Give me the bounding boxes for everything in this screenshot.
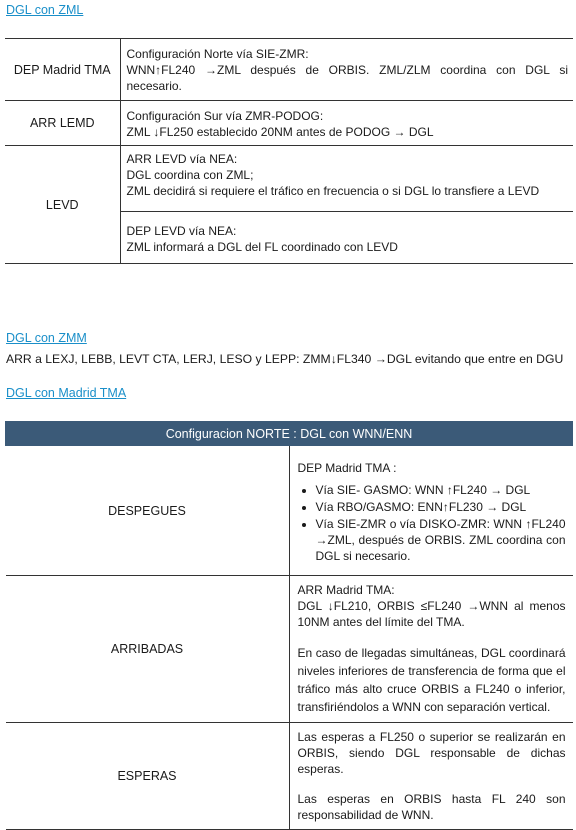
row-content	[120, 146, 573, 264]
list-item: • Vía SIE-ZMR o vía DISKO-ZMR: WNN ↑FL240 →ZML, después de ORBIS. ZML coordina con DGL si necesario.	[316, 516, 566, 564]
section-heading-zml[interactable]: DGL con ZML	[6, 3, 84, 17]
config-title: DEP LEVD vía NEA:	[126, 224, 237, 238]
label-rest: EP Madrid TMA	[22, 62, 111, 77]
row-content	[120, 39, 573, 101]
arrivals-text: DGL ↓FL210, ORBIS ≤FL240 →WNN al menos 10NM antes del límite del TMA.	[297, 599, 566, 629]
table-header-row	[6, 422, 573, 446]
table-row	[6, 723, 573, 830]
madrid-tma-table	[5, 421, 573, 830]
table-header: Configuracion NORTE : DGL con WNN/ENN	[6, 422, 573, 446]
arrivals-title: ARR Madrid TMA:	[297, 583, 395, 597]
section-heading-zmm[interactable]: DGL con ZMM	[6, 331, 87, 345]
config-text: ZML informará a DGL del FL coordinado con LEVD	[126, 240, 398, 254]
departures-intro: DEP Madrid TMA :	[297, 461, 397, 475]
config-text: ZML ↓FL250 establecido 20NM antes de PODOG → DGL	[126, 124, 434, 139]
config-text: ZML decidirá si requiere el tráfico en frecuencia o si DGL lo transfiere a LEVD	[126, 184, 540, 198]
arr-levd-box	[121, 146, 574, 211]
row-content	[120, 101, 573, 146]
arrivals-paragraph: En caso de llegadas simultáneas, DGL coordinará niveles inferiores de transferencia de forma que el tráfico más alto cruce ORBIS a FL240 o inferior, transfiriéndolos a WNN con separación vertical.	[297, 646, 566, 714]
label-initial: D	[13, 62, 23, 77]
row-label-esperas: ESPERAS	[6, 723, 290, 830]
config-text: WNN↑FL240 →ZML después de ORBIS. ZML/ZLM coordina con DGL si necesario.	[126, 63, 568, 93]
dep-levd-box	[121, 211, 574, 263]
table-row	[5, 39, 573, 101]
row-label-arr-lemd: ARR LEMD	[5, 101, 120, 146]
table-row	[6, 446, 573, 576]
config-title: ARR LEVD vía NEA:	[126, 152, 238, 166]
config-title: Configuración Sur vía ZMR-PODOG:	[126, 108, 324, 123]
departures-list	[298, 482, 566, 564]
config-title: Configuración Norte vía SIE-ZMR:	[126, 47, 309, 61]
row-content	[289, 576, 573, 723]
config-text: DGL coordina con ZML;	[126, 168, 254, 182]
list-item: • Vía SIE- GASMO: WNN ↑FL240 → DGL	[316, 482, 566, 498]
table-row	[5, 146, 573, 264]
spacer	[298, 630, 566, 644]
table-row	[6, 576, 573, 723]
table-row	[5, 101, 573, 146]
row-label-levd: LEVD	[5, 146, 120, 264]
row-content	[289, 446, 573, 576]
holdings-paragraph: Las esperas en ORBIS hasta FL 240 son responsabilidad de WNN.	[297, 792, 566, 822]
row-label-arribadas: ARRIBADAS	[6, 576, 290, 723]
row-label-despegues: DESPEGUES	[6, 446, 290, 576]
spacer	[298, 777, 566, 791]
zml-coordination-table	[5, 38, 573, 264]
row-label-dep-madrid	[5, 39, 120, 101]
zmm-instruction: ARR a LEXJ, LEBB, LEVT CTA, LERJ, LESO y LEPP: ZMM↓FL340 →DGL evitando que entre en DGU	[6, 352, 564, 366]
list-item: • Vía RBO/GASMO: ENN↑FL230 → DGL	[316, 499, 566, 515]
row-content	[289, 723, 573, 830]
section-heading-madrid-tma[interactable]: DGL con Madrid TMA	[6, 386, 127, 400]
holdings-paragraph: Las esperas a FL250 o superior se realizarán en ORBIS, siendo DGL responsable de dichas esperas.	[297, 730, 566, 776]
